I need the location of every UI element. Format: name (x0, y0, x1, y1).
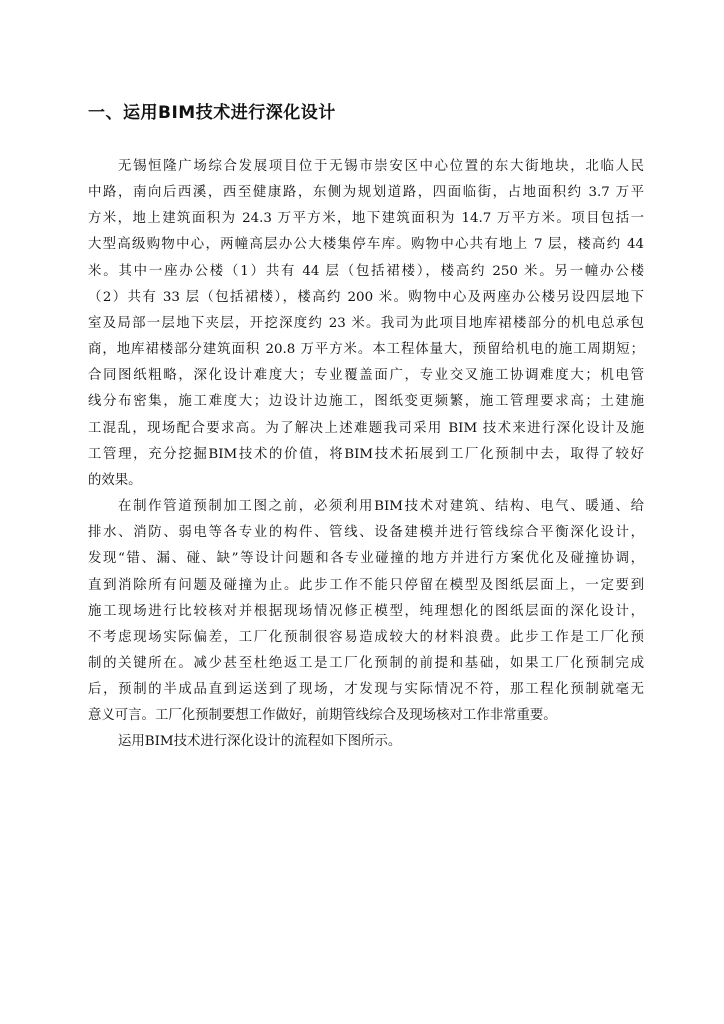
paragraph-line: 施工现场进行比较核对并根据现场情况修正模型，纯理想化的图纸层面的深化设计， (88, 603, 644, 619)
paragraph-process-intro (88, 729, 644, 755)
document-page (88, 100, 644, 756)
paragraph-line: 米。其中一座办公楼（1）共有 44 层（包括裙楼），楼高约 250 米。另一幢办公楼 (88, 263, 644, 279)
paragraph-project-overview (88, 154, 644, 494)
paragraph-line: 工混乱，现场配合要求高。为了解决上述难题我司采用 BIM 技术来进行深化设计及施 (88, 420, 644, 436)
paragraph-line: 合同图纸粗略，深化设计难度大；专业覆盖面广，专业交叉施工协调难度大；机电管 (88, 368, 644, 384)
paragraph-line: 不考虑现场实际偏差，工厂化预制很容易造成较大的材料浪费。此步工作是工厂化预 (88, 629, 644, 645)
paragraph-line: 排水、消防、弱电等各专业的构件、管线、设备建模并进行管线综合平衡深化设计， (88, 525, 644, 541)
paragraph-line: 运用BIM技术进行深化设计的流程如下图所示。 (118, 734, 402, 750)
paragraph-line: 无锡恒隆广场综合发展项目位于无锡市崇安区中心位置的东大街地块，北临人民 (118, 159, 644, 174)
paragraph-line: 在制作管道预制加工图之前，必须利用BIM技术对建筑、结构、电气、暖通、给 (118, 499, 644, 515)
paragraph-line: 发现“错、漏、碰、缺”等设计问题和各专业碰撞的地方并进行方案优化及碰撞协调， (88, 551, 644, 567)
paragraph-line: 方米，地上建筑面积为 24.3 万平方米，地下建筑面积为 14.7 万平方米。项目包括一 (88, 211, 644, 227)
paragraph-line: 工管理，充分挖掘BIM技术的价值，将BIM技术拓展到工厂化预制中去，取得了较好 (88, 446, 644, 462)
paragraph-line: 意义可言。工厂化预制要想工作做好，前期管线综合及现场核对工作非常重要。 (88, 708, 557, 724)
paragraph-line: 线分布密集，施工难度大；边设计边施工，图纸变更频繁，施工管理要求高；土建施 (88, 394, 644, 410)
paragraph-line: 制的关键所在。减少甚至杜绝返工是工厂化预制的前提和基础，如果工厂化预制完成 (88, 655, 644, 671)
paragraph-line: 后，预制的半成品直到运送到了现场，才发现与实际情况不符，那工程化预制就毫无 (88, 682, 644, 698)
paragraph-line: 直到消除所有问题及碰撞为止。此步工作不能只停留在模型及图纸层面上，一定要到 (88, 577, 644, 593)
paragraph-prefabrication (88, 494, 644, 729)
paragraph-line: 室及局部一层地下夹层，开挖深度约 23 米。我司为此项目地库裙楼部分的机电总承包 (88, 315, 644, 331)
paragraph-line: 中路，南向后西溪，西至健康路，东侧为规划道路，四面临街，占地面积约 3.7 万平 (88, 185, 644, 201)
paragraph-line: 商，地库裙楼部分建筑面积 20.8 万平方米。本工程体量大，预留给机电的施工周期短； (88, 342, 644, 358)
paragraph-line: （2）共有 33 层（包括裙楼），楼高约 200 米。购物中心及两座办公楼另设四层地下 (88, 289, 644, 305)
section-heading: 一、运用BIM技术进行深化设计 (88, 103, 336, 123)
paragraph-line: 大型高级购物中心，两幢高层办公大楼集停车库。购物中心共有地上 7 层，楼高约 44 (88, 237, 644, 253)
paragraph-line: 的效果。 (88, 472, 142, 488)
